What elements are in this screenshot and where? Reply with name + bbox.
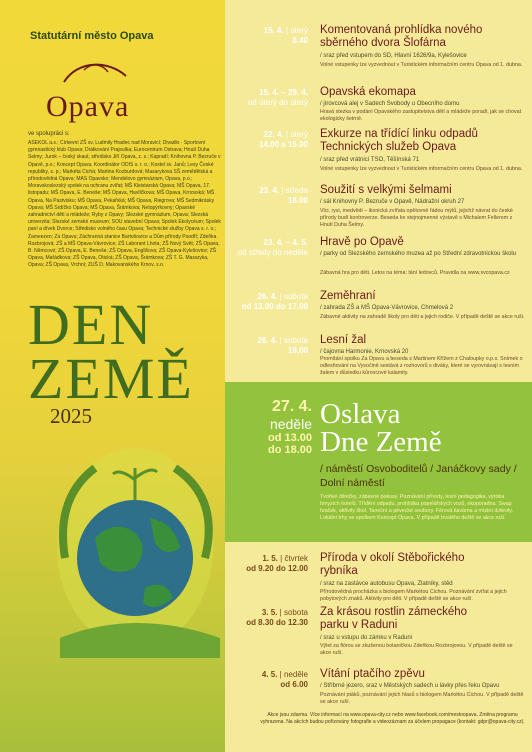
event-time: od 13.00 do 17.00 bbox=[241, 302, 308, 311]
event-place: / jírovcová alej v Sadech Svobody u Obecního domu bbox=[320, 101, 460, 107]
event-day: od středy do neděle bbox=[237, 248, 308, 257]
main-event-time2: do 18.00 bbox=[267, 444, 312, 456]
event-date: 26. 4. bbox=[257, 292, 278, 301]
event-day: | úterý bbox=[285, 130, 308, 139]
main-event-title-line1: Oslava bbox=[320, 398, 401, 430]
event-date: 15. 4. bbox=[263, 26, 284, 35]
event-title: Příroda v okolí Stěbořického rybníka bbox=[320, 552, 465, 577]
title-den: DEN bbox=[28, 292, 154, 357]
event-date: 23. 4. bbox=[259, 186, 280, 195]
event-title: Soužití s velkými šelmami bbox=[320, 184, 452, 196]
event-title: Komentovaná prohlídka nového sběrného dvora Šlofárna bbox=[320, 24, 483, 49]
globe-illustration-icon bbox=[55, 438, 225, 658]
event-title: Vítání ptačího zpěvu bbox=[320, 668, 425, 680]
event-place: / čajovna Harmonie, Krnovská 20 bbox=[320, 349, 409, 355]
event-day: | neděle bbox=[279, 670, 308, 679]
coop-label: ve spolupráci s: bbox=[28, 131, 70, 137]
event-desc: Volné vstupenky lze vyzvednout v Turistickém informačním centru Opava od 1. dubna. bbox=[320, 166, 523, 172]
event-day: | středa bbox=[281, 186, 308, 195]
event-time: od 8.30 do 12.30 bbox=[246, 618, 308, 627]
event-desc: Zábavné aktivity na zahradě školy pro děti a jejich rodiče. V případě deště se akce ruší. bbox=[320, 314, 525, 320]
event-title: Zeměhraní bbox=[320, 290, 376, 302]
event-place: / sraz u vstupu do zámku v Raduni bbox=[320, 635, 413, 641]
event-time: 18.00 bbox=[287, 196, 308, 205]
city-name: Statutární město Opava bbox=[30, 30, 154, 42]
event-desc: Hravá stezka v podání Opavského zastupitelstva dětí a mládeže poradí, jak se chovat ekologicky šetrně. bbox=[320, 109, 522, 122]
event-desc: Zábavná hra pro děti. Letos na téma: tání ledovců. Pravidla na www.svcopava.cz bbox=[320, 270, 510, 276]
event-title: Exkurze na třídící linku odpadů Technických služeb Opava bbox=[320, 128, 478, 153]
main-event-day: neděle bbox=[269, 416, 312, 432]
coop-text: ASEKOL a.s.; Církevní ZŠ sv. Ludmily Hradec nad Moravicí; Divadlo · Sportovní gymnastický klub Opava; Drátkování Prajsulka; Eurocentrum Ostrava; Hnutí Duha Selmy; Jurok – český skaut, středisko Jiří Opava, z. s.; Kapradí; Knihovna P. Bezruče v Opavě, p.o.; Koncept Opava, Koordinátor ODIS s. r. o.; Kostel sv. Janů; Lesy České republiky, s. p.; Markéta Cichá; Martina Kozburdová; Masarykova SŠ zemědělská a přírodovědná Opava; MAS Opavsko; Mendelovo gymnázium, Opava, p.o.; Moravskoslezský spolek na ochranu zvířat; MŠ Kleistarská Opava; MŠ Opava, 17. listopadu; MŠ Opava, E. Beneše; MŠ Opava, Havlíčkova; MŠ Opava, Krnovská; MŠ Opava, Na Pastvisku; MŠ Opava, Pekařská; MŠ Opava, Riegrova; MŠ Sedmikrásky Opava; MŠ Srdíčko Opava; MŠ Opava, Šrámkova; Netopýrkovny; Opavské zahradnictví dětí a mládeže; Ryby z Opavy; Slezské gymnázium, Opava; Slezská univerzita; Slezské zemské muzeum; SOU stavební Opava; Spolek Ekolycéum; Spolek paní a dívek Dvorce; Středisko volného času Opava; Technické služby Opava s. r. o.; Zameezen; Za Opavu; Záchranná stanice Bartošovice a Dům přírody Poodří; Zdeňka Rozbrojová; ZŠ a MŠ Opava-Vávrovice; ZŠ Laborant Lhota; ZŠ Nový Svět; ZŠ Opava, B. Němcové; ZŠ Opava, E. Beneše; ZŠ Opava, Englišova; ZŠ Opava-Kylešovice; ZŠ Opava, Mařádkova; ZŠ Opava, Otická; ZŠ Opava, Šrámkova; ZŠ T. G. Masaryka, Opava; ZŠ Opava, Vrchní; ZUŠ D. Makovanského Krnov, s.o. bbox=[28, 140, 221, 269]
event-title: Hravě po Opavě bbox=[320, 236, 404, 248]
year: 2025 bbox=[50, 404, 92, 428]
event-place: / zahrada ZŠ a MŠ Opava-Vávrovice, Chmelová 2 bbox=[320, 305, 454, 311]
left-panel bbox=[0, 0, 225, 752]
event-time: 14.00 a 15.00 bbox=[259, 140, 308, 149]
main-event-desc: Tvořivé dílničky, zábavné pokusy. Poznávání přírody, lesní pedagogika, výroba hmyzích hotelů. Třídění odpadu, prohlídka popelářských vozů, ekoporadna. Swap hraček, aktivity škol. Taneční a pěvecké soubory. Férová kavárna a místní dobroty. Lokální trhy se spolkem Koncept Opava. V případě trvalého deště se akce ruší. bbox=[320, 494, 514, 521]
event-title: Opavská ekomapa bbox=[320, 86, 416, 98]
event-day: | sobota bbox=[279, 292, 308, 301]
event-place: / sraz před vrátnicí TSO, Těšínská 71 bbox=[320, 157, 420, 163]
event-date: 15. 4. – 29. 4. bbox=[259, 88, 308, 97]
main-event-date: 27. 4. bbox=[271, 398, 312, 415]
event-time: od 6.00 bbox=[280, 680, 308, 689]
main-event-place: / náměstí Osvoboditelů / Janáčkovy sady / Dolní náměstí bbox=[320, 463, 517, 489]
event-place: / sraz na zastávce autobusu Opava, Zlatníky, stěd bbox=[320, 581, 453, 587]
event-place: / Stříbrné jezero, sraz v Městských sadech u lávky přes řeku Opavu bbox=[320, 683, 500, 689]
event-date: 3. 5. bbox=[261, 608, 278, 617]
event-day: | sobota bbox=[279, 336, 308, 345]
event-time: 8.40 bbox=[292, 36, 308, 45]
title-zeme: ZEMĚ bbox=[28, 346, 194, 411]
event-date: 4. 5. bbox=[261, 670, 278, 679]
event-desc: Promítání spolku Za Opavu a beseda s Martinem Křížem z Chaloupky o.p.s. Snímek o odlesňování na Vysočině sestává z rozhovorů s diváky, které se vyrovnávají s lesním žalem v důsledku kůrovcové kalamity. bbox=[320, 356, 523, 376]
event-desc: Přírodovědná procházka s biologem Markétou Cichou. Poznávání zvířat a jejich pobytových znaků. Aktivity pro děti. V případě deště se akce ruší. bbox=[320, 589, 507, 602]
footer-note: Akce jsou zdarma. Více informací na www.opava-city.cz nebo www.facebook.com/mestoopava. Změna programu vyhrazena. Na akcích budou pořizovány fotografie a videozáznam za účelem propagace (kontakt: gdpr@opava-city.cz). bbox=[260, 712, 525, 725]
event-day: od úterý do úterý bbox=[247, 98, 308, 107]
event-place: / sál Knihovny P. Bezruče v Opavě, Nádražní okruh 27 bbox=[320, 199, 465, 205]
event-date: 1. 5. bbox=[262, 554, 278, 563]
event-date: 22. 4. bbox=[263, 130, 284, 139]
event-time: 19.00 bbox=[287, 346, 308, 355]
event-title: Lesní žal bbox=[320, 334, 367, 346]
logo-text: Opava bbox=[46, 90, 130, 123]
main-event-title bbox=[320, 400, 442, 456]
event-day: | úterý bbox=[285, 26, 308, 35]
event-date: 23. 4. – 4. 5. bbox=[263, 238, 308, 247]
main-event-title-line2: Dne Země bbox=[320, 426, 442, 458]
event-day: | čtvrtek bbox=[280, 554, 308, 563]
main-event-time1: od 13.00 bbox=[267, 432, 312, 444]
event-time: od 9.20 do 12.00 bbox=[246, 564, 308, 573]
event-place: / parky od Slezského zemského muzea až po Střední zdravotnickou školu bbox=[320, 251, 517, 257]
event-desc: Volné vstupenky lze vyzvednout v Turistickém informačním centru Opava od 1. dubna. bbox=[320, 62, 523, 68]
event-day: | sobota bbox=[279, 608, 308, 617]
event-desc: Vlci, rysi, medvědi – ikonická zvířata opětovně řádou mýtů, jejichž návrat do české přírody budí kontroverze. Beseda ke stejnojmenné výstavě s Michalem Fellerem z Hnutí Duha Šelmy. bbox=[320, 208, 513, 228]
event-desc: Poznávání ptáků, poznávání jejich hlasů s biologem Markétou Cichou. V případě deště se akce ruší. bbox=[320, 692, 524, 705]
main-event-date-block bbox=[227, 398, 312, 456]
event-title: Za krásou rostlin zámeckého parku v Raduni bbox=[320, 606, 468, 631]
event-date: 26. 4. bbox=[257, 336, 278, 345]
event-desc: Výlet za flórou se zkušenou botaničkou Zdeňkou Rozbrojovou. V případě deště se akce ruší. bbox=[320, 643, 513, 656]
event-place: / sraz před vstupem do SD, Hlavní 1626/9a, Kylešovice bbox=[320, 53, 467, 59]
